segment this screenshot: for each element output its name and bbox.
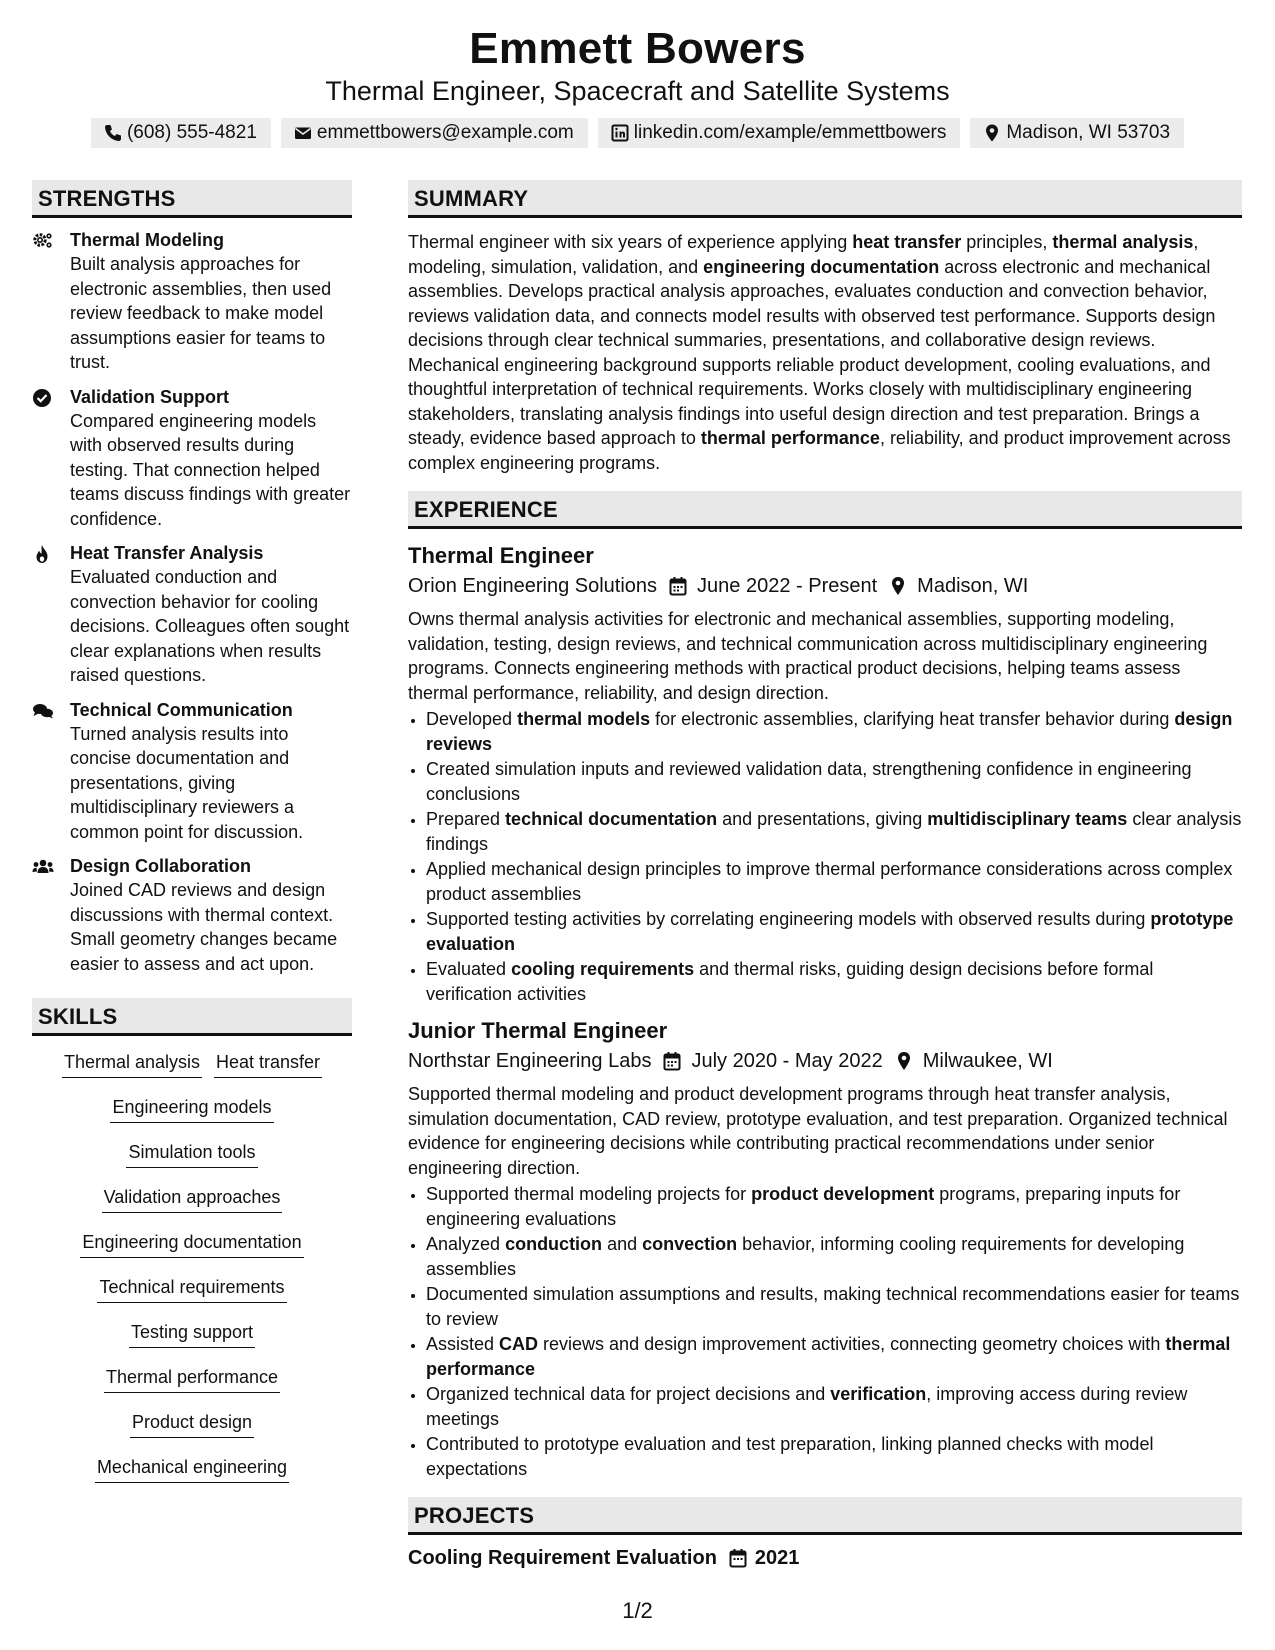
project-year: 2021	[754, 1547, 800, 1569]
strength-description: Built analysis approaches for electronic assemblies, then used review feedback to make model assumptions easier for teams to trust.	[70, 254, 332, 372]
skill-tag: Heat transfer	[214, 1050, 322, 1078]
skill-tag: Product design	[130, 1410, 254, 1438]
project-entry	[408, 1543, 1242, 1573]
strength-title: Heat Transfer Analysis	[70, 543, 264, 563]
location-pin-icon	[982, 123, 1002, 143]
fire-icon	[32, 541, 70, 688]
job-description: Supported thermal modeling and product development programs through heat transfer analysis, simulation documentation, CAD review, prototype evaluation, and test preparation. Organized technical evidence for engineering decisions while contributing practical recommendations under senior engineering direction.	[408, 1084, 1228, 1178]
strengths-heading: STRENGTHS	[32, 180, 352, 218]
project-title: Cooling Requirement Evaluation	[408, 1547, 717, 1569]
contact-email[interactable]	[281, 118, 588, 148]
left-column	[32, 180, 352, 1500]
strength-item	[32, 698, 352, 845]
skill-tag: Engineering documentation	[80, 1230, 303, 1258]
job-bullet: • Developed thermal models for electronic assemblies, clarifying heat transfer behavior during design reviews	[426, 707, 1242, 756]
strength-description: Joined CAD reviews and design discussions with thermal context. Small geometry changes became easier to assess and act upon.	[70, 880, 338, 974]
candidate-title: Thermal Engineer, Spacecraft and Satellite Systems	[325, 76, 950, 106]
job-bullet: • Analyzed conduction and convection behavior, informing cooling requirements for developing assemblies	[426, 1232, 1242, 1281]
job-entry	[408, 1016, 1242, 1481]
candidate-name: Emmett Bowers	[469, 24, 806, 73]
strength-title: Thermal Modeling	[70, 230, 225, 250]
job-title: Thermal Engineer	[408, 543, 594, 568]
right-column	[408, 180, 1242, 1573]
resume-header	[0, 22, 1275, 148]
job-entry	[408, 541, 1242, 1006]
job-description: Owns thermal analysis activities for electronic and mechanical assemblies, supporting modeling, validation, testing, design reviews, and technical communication across multidisciplinary engineering programs. Connects engineering methods with practical product decisions, helping teams assess thermal performance, reliability, and design direction.	[408, 609, 1208, 703]
strength-item	[32, 385, 352, 532]
linkedin-icon	[610, 123, 630, 143]
page-number: 1/2	[622, 1598, 653, 1623]
phone-icon	[103, 123, 123, 143]
location-pin-icon	[889, 576, 907, 596]
job-bullet: • Contributed to prototype evaluation and test preparation, linking planned checks with model expectations	[426, 1432, 1242, 1481]
skills-heading: SKILLS	[32, 998, 352, 1036]
job-bullet: • Prepared technical documentation and presentations, giving multidisciplinary teams clear analysis findings	[426, 807, 1242, 856]
summary-text: Thermal engineer with six years of experience applying heat transfer principles, thermal analysis, modeling, simulation, validation, and engineering documentation across electronic and mechanical assemblies. Develops practical analysis approaches, evaluates conduction and convection behavior, reviews validation data, and connects model results with observed test performance. Supports design decisions through clear technical summaries, presentations, and collaborative design reviews. Mechanical engineering background supports reliable product development, cooling evaluations, and thoughtful interpretation of technical requirements. Works closely with multidisciplinary engineering stakeholders, translating analysis findings into useful design direction and test preparation. Brings a steady, evidence based approach to thermal performance, reliability, and product improvement across complex engineering programs.	[408, 232, 1231, 473]
skill-tag: Testing support	[129, 1320, 255, 1348]
job-title: Junior Thermal Engineer	[408, 1018, 668, 1043]
strength-title: Technical Communication	[70, 699, 293, 720]
strength-item	[32, 854, 352, 976]
job-bullets	[408, 1182, 1242, 1481]
contact-phone[interactable]	[91, 118, 271, 148]
check-circle-icon	[32, 385, 70, 532]
calendar-icon	[663, 1051, 681, 1071]
job-bullet: • Evaluated cooling requirements and thermal risks, guiding design decisions before formal verification activities	[426, 957, 1242, 1006]
comments-icon	[32, 698, 70, 845]
strength-description: Compared engineering models with observed results during testing. That connection helped teams discuss findings with greater confidence.	[70, 410, 351, 529]
envelope-icon	[293, 123, 313, 143]
job-dates: June 2022 - Present	[697, 575, 878, 597]
job-bullet: • Applied mechanical design principles to improve thermal performance considerations across complex product assemblies	[426, 857, 1242, 906]
strength-description: Evaluated conduction and convection behavior for cooling decisions. Colleagues often sought clear explanations when results raised questions.	[70, 567, 350, 685]
job-bullet: • Supported testing activities by correlating engineering models with observed results during prototype evaluation	[426, 907, 1242, 956]
users-icon	[32, 854, 70, 976]
skill-tag: Mechanical engineering	[95, 1455, 289, 1483]
strength-title: Validation Support	[70, 386, 230, 407]
job-bullet: • Documented simulation assumptions and results, making technical recommendations easier for teams to review	[426, 1282, 1242, 1331]
skill-tag: Validation approaches	[102, 1185, 283, 1213]
strength-item	[32, 541, 352, 688]
job-bullet: • Supported thermal modeling projects for product development programs, preparing inputs for engineering evaluations	[426, 1182, 1242, 1231]
contact-linkedin[interactable]	[598, 118, 961, 148]
location-pin-icon	[895, 1051, 913, 1071]
skill-tag: Simulation tools	[126, 1140, 257, 1168]
experience-heading: EXPERIENCE	[408, 491, 1242, 529]
projects-heading: PROJECTS	[408, 1497, 1242, 1535]
skill-tag: Thermal performance	[104, 1365, 280, 1393]
strength-title: Design Collaboration	[70, 856, 252, 876]
skill-tag: Technical requirements	[97, 1275, 286, 1303]
contact-row	[0, 118, 1275, 148]
job-bullet: • Assisted CAD reviews and design improvement activities, connecting geometry choices with thermal performance	[426, 1332, 1242, 1381]
contact-email-text: emmettbowers@example.com	[316, 122, 574, 143]
job-bullets	[408, 707, 1242, 1006]
company-name: Orion Engineering Solutions	[408, 575, 658, 597]
job-location: Milwaukee, WI	[922, 1050, 1053, 1072]
calendar-icon	[669, 576, 687, 596]
skill-tag: Thermal analysis	[62, 1050, 202, 1078]
contact-location-text: Madison, WI 53703	[1006, 122, 1171, 143]
contact-location	[970, 118, 1184, 148]
strength-description: Turned analysis results into concise documentation and presentations, giving multidisciplinary reviewers a common point for discussion.	[70, 723, 304, 842]
job-dates: July 2020 - May 2022	[691, 1050, 883, 1072]
company-name: Northstar Engineering Labs	[408, 1050, 652, 1072]
skill-tag: Engineering models	[110, 1095, 273, 1123]
contact-linkedin-text: linkedin.com/example/emmettbowers	[633, 122, 947, 143]
strength-item	[32, 228, 352, 375]
job-meta	[408, 571, 1242, 601]
contact-phone-text: (608) 555-4821	[126, 122, 257, 143]
job-location: Madison, WI	[917, 575, 1029, 597]
skills-list	[32, 1050, 352, 1500]
summary-heading: SUMMARY	[408, 180, 1242, 218]
gears-icon	[32, 228, 70, 375]
job-meta	[408, 1046, 1242, 1076]
job-bullet: • Created simulation inputs and reviewed validation data, strengthening confidence in engineering conclusions	[426, 757, 1242, 806]
job-bullet: • Organized technical data for project decisions and verification, improving access during review meetings	[426, 1382, 1242, 1431]
calendar-icon	[729, 1548, 747, 1568]
